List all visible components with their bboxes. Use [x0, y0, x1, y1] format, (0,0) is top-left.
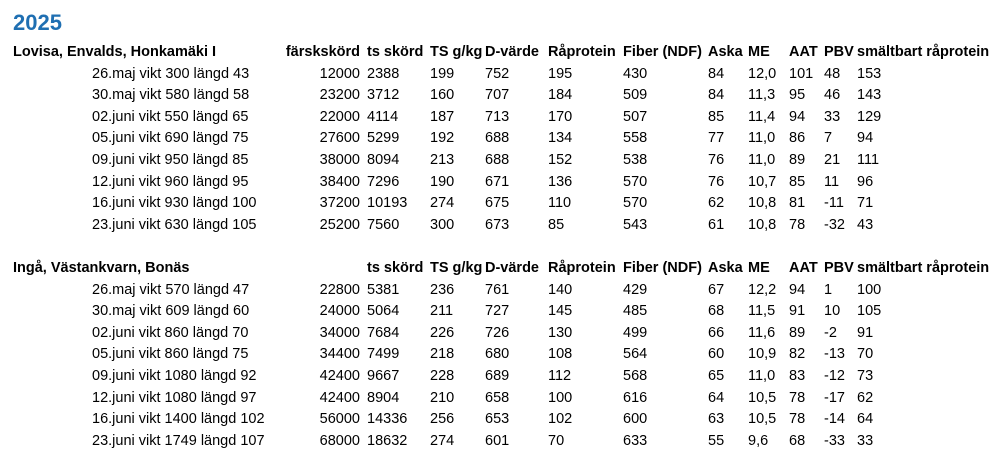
cell-sm: 70: [857, 346, 874, 363]
sample-label: 02.juni vikt 860 längd 70: [92, 324, 249, 341]
sample-label: 12.juni vikt 1080 längd 97: [92, 389, 257, 406]
column-header-fresh: färskskörd: [285, 44, 360, 60]
column-header-sm: smältbart råprotein: [857, 260, 990, 276]
cell-fib: 558: [623, 130, 648, 147]
cell-tsg: 210: [430, 389, 455, 406]
cell-me: 11,3: [748, 87, 776, 104]
cell-pbv: -14: [824, 411, 845, 428]
cell-pbv: 21: [824, 152, 841, 168]
cell-aska: 55: [708, 432, 725, 449]
cell-sm: 64: [857, 411, 874, 428]
cell-rp: 134: [548, 130, 573, 147]
cell-aat: 81: [789, 195, 806, 212]
column-header-fib: Fiber (NDF): [623, 44, 702, 60]
cell-aska: 67: [708, 281, 725, 298]
cell-rp: 110: [548, 195, 572, 212]
cell-fresh: 42400: [319, 389, 360, 406]
cell-rp: 145: [548, 303, 573, 320]
cell-sm: 143: [857, 87, 882, 104]
cell-rp: 170: [548, 108, 573, 125]
cell-pbv: -11: [824, 195, 844, 212]
column-header-sm: smältbart råprotein: [857, 44, 990, 60]
table-row: [0, 150, 1007, 171]
cell-tsg: 160: [430, 87, 455, 104]
cell-fib: 429: [623, 281, 648, 298]
cell-tsg: 218: [430, 346, 455, 363]
cell-pbv: -13: [824, 346, 845, 363]
table-row: [0, 193, 1007, 214]
cell-pbv: 7: [824, 130, 833, 147]
cell-d: 688: [485, 130, 510, 147]
cell-fib: 509: [623, 87, 648, 104]
cell-fib: 499: [623, 324, 648, 341]
cell-sm: 91: [857, 324, 874, 341]
cell-d: 653: [485, 411, 510, 428]
cell-d: 726: [485, 324, 510, 341]
cell-rp: 112: [548, 368, 572, 384]
table-row: [0, 128, 1007, 149]
column-header-d: D-värde: [485, 44, 539, 60]
cell-me: 11,6: [748, 324, 776, 341]
cell-fresh: 24000: [319, 303, 360, 320]
column-header-aat: AAT: [789, 44, 818, 60]
cell-me: 10,9: [748, 346, 777, 363]
cell-fib: 430: [623, 65, 648, 82]
cell-d: 689: [485, 368, 510, 384]
cell-aat: 91: [789, 303, 806, 320]
cell-d: 688: [485, 152, 510, 168]
cell-fresh: 42400: [319, 368, 360, 384]
cell-me: 10,5: [748, 411, 777, 428]
cell-me: 12,2: [748, 281, 777, 298]
cell-aat: 85: [789, 173, 806, 190]
cell-fresh: 38400: [319, 173, 360, 190]
cell-pbv: 48: [824, 65, 841, 82]
cell-pbv: 33: [824, 108, 841, 125]
cell-ts: 14336: [367, 411, 408, 428]
cell-d: 675: [485, 195, 510, 212]
column-header-tsg: TS g/kg: [430, 260, 483, 276]
cell-ts: 2388: [367, 65, 400, 82]
cell-aska: 76: [708, 152, 725, 168]
cell-fib: 633: [623, 432, 648, 449]
cell-d: 658: [485, 389, 510, 406]
cell-pbv: 11: [824, 173, 840, 190]
column-header-rp: Råprotein: [548, 44, 616, 60]
cell-aska: 77: [708, 130, 725, 147]
cell-fresh: 38000: [319, 152, 360, 168]
cell-pbv: 10: [824, 303, 841, 320]
cell-aska: 85: [708, 108, 725, 125]
cell-sm: 100: [857, 281, 882, 298]
cell-ts: 3712: [367, 87, 400, 104]
cell-rp: 152: [548, 152, 573, 168]
cell-aska: 62: [708, 195, 725, 212]
cell-ts: 18632: [367, 432, 408, 449]
cell-aat: 94: [789, 108, 806, 125]
table-row: [0, 172, 1007, 193]
cell-aat: 94: [789, 281, 806, 298]
cell-me: 12,0: [748, 65, 777, 82]
cell-rp: 85: [548, 216, 565, 233]
cell-sm: 105: [857, 303, 882, 320]
column-header-me: ME: [748, 44, 770, 60]
cell-fib: 543: [623, 216, 648, 233]
cell-pbv: 46: [824, 87, 841, 104]
sample-label: 26.maj vikt 570 längd 47: [92, 281, 250, 298]
cell-tsg: 187: [430, 108, 455, 125]
sample-label: 12.juni vikt 960 längd 95: [92, 173, 249, 190]
cell-d: 671: [485, 173, 510, 190]
cell-pbv: 1: [824, 281, 833, 298]
cell-rp: 184: [548, 87, 573, 104]
cell-aska: 84: [708, 65, 725, 82]
column-header-ts: ts skörd: [367, 260, 424, 276]
sample-label: 30.maj vikt 609 längd 60: [92, 303, 250, 320]
column-header-aska: Aska: [708, 44, 743, 60]
cell-tsg: 256: [430, 411, 455, 428]
cell-rp: 136: [548, 173, 573, 190]
table-header-row: [0, 258, 1007, 279]
cell-d: 713: [485, 108, 510, 125]
cell-rp: 100: [548, 389, 573, 406]
cell-rp: 102: [548, 411, 573, 428]
cell-ts: 8904: [367, 389, 400, 406]
cell-fresh: 25200: [319, 216, 360, 233]
cell-fresh: 27600: [319, 130, 360, 147]
cell-fib: 570: [623, 195, 648, 212]
column-header-rp: Råprotein: [548, 260, 616, 276]
table-row: [0, 323, 1007, 344]
cell-ts: 5064: [367, 303, 400, 320]
sample-label: 30.maj vikt 580 längd 58: [92, 87, 250, 104]
sample-label: 23.juni vikt 630 längd 105: [92, 216, 257, 233]
cell-d: 707: [485, 87, 510, 104]
cell-pbv: -17: [824, 389, 845, 406]
cell-tsg: 199: [430, 65, 455, 82]
column-header-aska: Aska: [708, 260, 743, 276]
cell-pbv: -33: [824, 432, 845, 449]
cell-aat: 78: [789, 389, 806, 406]
cell-aat: 89: [789, 152, 806, 168]
cell-me: 11,0: [748, 152, 776, 168]
cell-aat: 78: [789, 216, 806, 233]
column-header-pbv: PBV: [824, 44, 854, 60]
table-row: [0, 280, 1007, 301]
column-header-d: D-värde: [485, 260, 539, 276]
cell-sm: 73: [857, 368, 874, 384]
cell-sm: 71: [857, 195, 874, 212]
sample-label: 09.juni vikt 1080 längd 92: [92, 368, 257, 384]
cell-aska: 84: [708, 87, 725, 104]
cell-me: 10,8: [748, 216, 777, 233]
table-row: [0, 344, 1007, 365]
cell-me: 11,0: [748, 368, 776, 384]
column-header-aat: AAT: [789, 260, 818, 276]
cell-pbv: -2: [824, 324, 837, 341]
cell-fib: 600: [623, 411, 648, 428]
cell-fib: 568: [623, 368, 648, 384]
cell-fresh: 22800: [319, 281, 360, 298]
column-header-pbv: PBV: [824, 260, 854, 276]
column-header-tsg: TS g/kg: [430, 44, 483, 60]
cell-d: 761: [485, 281, 510, 298]
table-row: [0, 85, 1007, 106]
cell-aat: 95: [789, 87, 806, 104]
cell-rp: 195: [548, 65, 573, 82]
cell-ts: 5381: [367, 281, 400, 298]
cell-ts: 7499: [367, 346, 400, 363]
site-name: Lovisa, Envalds, Honkamäki I: [13, 44, 217, 60]
cell-me: 11,0: [748, 130, 776, 147]
cell-ts: 7684: [367, 324, 400, 341]
cell-ts: 7296: [367, 173, 400, 190]
cell-tsg: 274: [430, 432, 455, 449]
cell-d: 727: [485, 303, 510, 320]
cell-fresh: 37200: [319, 195, 360, 212]
cell-tsg: 213: [430, 152, 455, 168]
cell-ts: 5299: [367, 130, 400, 147]
cell-tsg: 226: [430, 324, 455, 341]
cell-aska: 64: [708, 389, 725, 406]
sample-label: 02.juni vikt 550 längd 65: [92, 108, 249, 125]
cell-fresh: 23200: [319, 87, 360, 104]
cell-fib: 616: [623, 389, 648, 406]
cell-fib: 570: [623, 173, 648, 190]
cell-tsg: 274: [430, 195, 455, 212]
cell-aska: 76: [708, 173, 725, 190]
sample-label: 09.juni vikt 950 längd 85: [92, 152, 249, 168]
sample-label: 26.maj vikt 300 längd 43: [92, 65, 250, 82]
cell-aska: 63: [708, 411, 725, 428]
site-name: Ingå, Västankvarn, Bonäs: [13, 260, 190, 276]
cell-tsg: 211: [430, 303, 454, 320]
cell-d: 680: [485, 346, 510, 363]
cell-d: 673: [485, 216, 510, 233]
sample-label: 16.juni vikt 930 längd 100: [92, 195, 257, 212]
cell-fib: 485: [623, 303, 648, 320]
cell-aska: 60: [708, 346, 725, 363]
cell-ts: 7560: [367, 216, 400, 233]
table-row: [0, 431, 1007, 452]
cell-aat: 78: [789, 411, 806, 428]
cell-pbv: -32: [824, 216, 845, 233]
cell-me: 10,8: [748, 195, 777, 212]
cell-sm: 153: [857, 65, 882, 82]
table-row: [0, 366, 1007, 387]
cell-ts: 9667: [367, 368, 400, 384]
table-row: [0, 301, 1007, 322]
year-heading: 2025: [13, 10, 62, 35]
cell-aska: 68: [708, 303, 725, 320]
table-header-row: [0, 42, 1007, 63]
sample-label: 05.juni vikt 860 längd 75: [92, 346, 249, 363]
sample-label: 23.juni vikt 1749 längd 107: [92, 432, 265, 449]
cell-fresh: 12000: [319, 65, 360, 82]
cell-sm: 94: [857, 130, 874, 147]
cell-sm: 96: [857, 173, 874, 190]
cell-fresh: 22000: [319, 108, 360, 125]
cell-aska: 66: [708, 324, 725, 341]
cell-fresh: 34400: [319, 346, 360, 363]
cell-aat: 83: [789, 368, 806, 384]
cell-ts: 4114: [367, 108, 399, 125]
cell-me: 10,5: [748, 389, 777, 406]
cell-aska: 65: [708, 368, 725, 384]
column-header-me: ME: [748, 260, 770, 276]
cell-aat: 86: [789, 130, 806, 147]
cell-d: 752: [485, 65, 510, 82]
cell-tsg: 236: [430, 281, 455, 298]
cell-aat: 68: [789, 432, 806, 449]
cell-pbv: -12: [824, 368, 845, 384]
cell-me: 11,5: [748, 303, 776, 320]
cell-tsg: 300: [430, 216, 455, 233]
cell-me: 9,6: [748, 432, 769, 449]
cell-tsg: 228: [430, 368, 455, 384]
table-row: [0, 215, 1007, 236]
table-row: [0, 409, 1007, 430]
sample-label: 05.juni vikt 690 längd 75: [92, 130, 249, 147]
cell-sm: 129: [857, 108, 882, 125]
cell-fib: 564: [623, 346, 648, 363]
cell-rp: 70: [548, 432, 565, 449]
cell-aska: 61: [708, 216, 725, 233]
sample-label: 16.juni vikt 1400 längd 102: [92, 411, 265, 428]
table-row: [0, 388, 1007, 409]
cell-tsg: 192: [430, 130, 455, 147]
table-row: [0, 107, 1007, 128]
cell-aat: 101: [789, 65, 814, 82]
cell-me: 10,7: [748, 173, 777, 190]
cell-d: 601: [485, 432, 510, 449]
cell-sm: 111: [857, 152, 880, 168]
cell-tsg: 190: [430, 173, 455, 190]
cell-fresh: 56000: [319, 411, 360, 428]
column-header-ts: ts skörd: [367, 44, 424, 60]
cell-aat: 82: [789, 346, 806, 363]
cell-sm: 43: [857, 216, 874, 233]
cell-rp: 108: [548, 346, 573, 363]
cell-me: 11,4: [748, 108, 776, 125]
cell-ts: 10193: [367, 195, 408, 212]
column-header-fib: Fiber (NDF): [623, 260, 702, 276]
cell-aat: 89: [789, 324, 806, 341]
cell-fib: 538: [623, 152, 648, 168]
cell-rp: 140: [548, 281, 573, 298]
cell-fresh: 34000: [319, 324, 360, 341]
cell-ts: 8094: [367, 152, 400, 168]
cell-fib: 507: [623, 108, 648, 125]
cell-fresh: 68000: [319, 432, 360, 449]
cell-sm: 33: [857, 432, 874, 449]
table-row: [0, 64, 1007, 85]
cell-rp: 130: [548, 324, 573, 341]
cell-sm: 62: [857, 389, 874, 406]
